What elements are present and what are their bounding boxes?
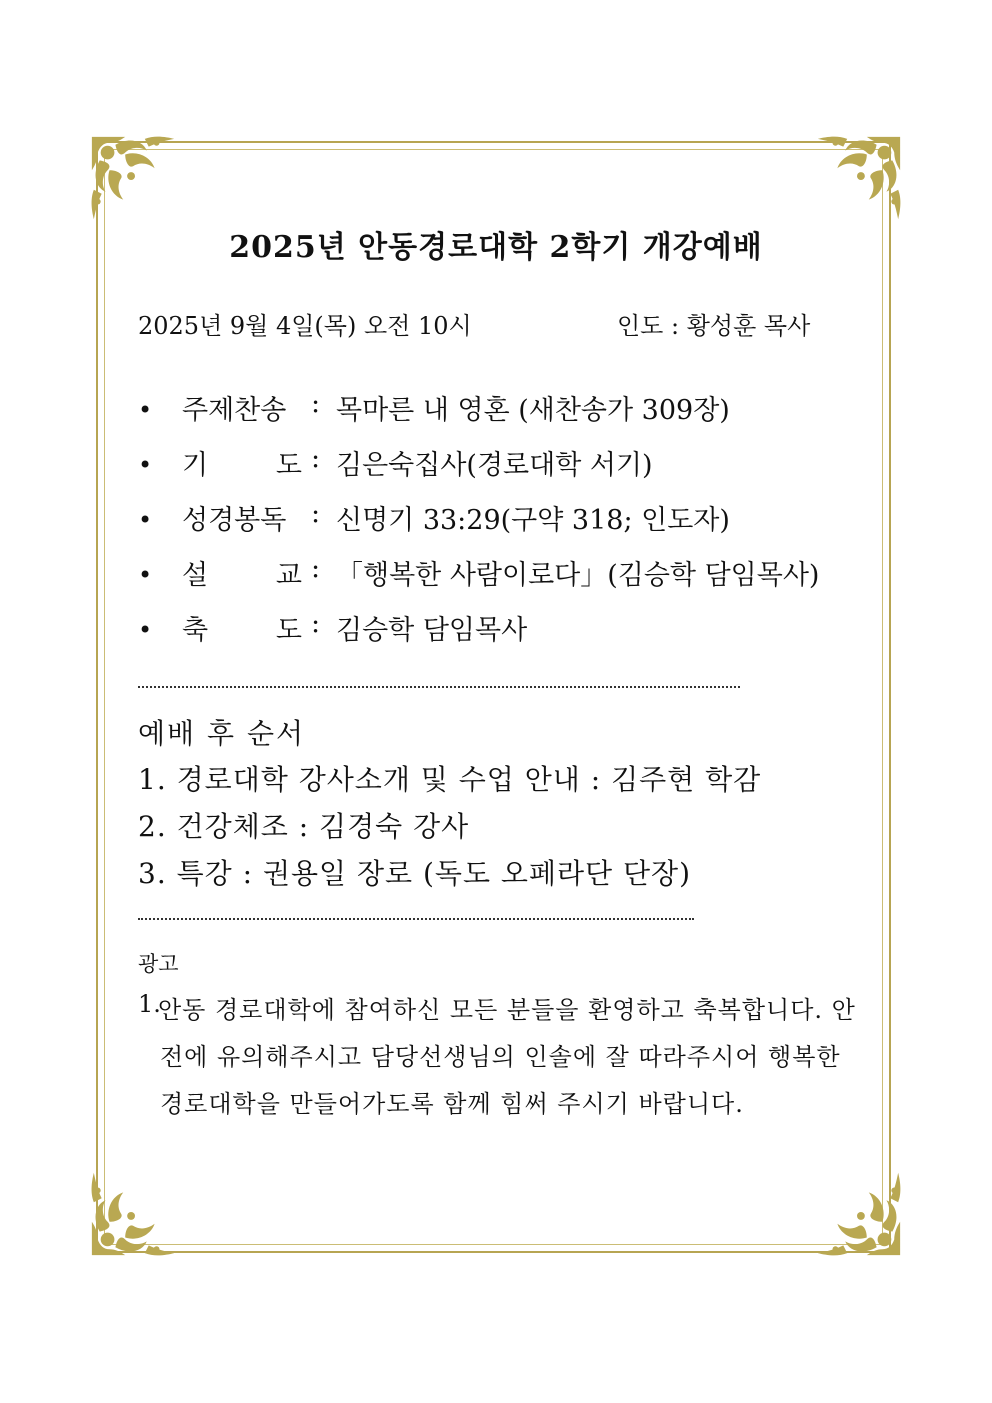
notice-text: 안동 경로대학에 참여하신 모든 분들을 환영하고 축복합니다. 안전에 유의해주시고 담당선생님의 인솔에 잘 따라주시어 행복한 경로대학을 만들어가도록 함께 힘써 주시기 바랍니다. — [158, 996, 856, 1118]
item-value: 김승학 담임목사 — [336, 615, 528, 646]
corner-ornament-icon — [808, 1163, 906, 1261]
after-service-title: 예배 후 순서 — [138, 717, 306, 750]
item-label — [182, 553, 302, 592]
item-colon: : — [311, 498, 321, 529]
bullet-icon: • — [138, 506, 153, 534]
item-value: 목마른 내 영혼 (새찬송가 309장) — [336, 395, 730, 426]
bullet-icon: • — [138, 616, 153, 644]
after-service-list — [138, 758, 761, 899]
item-label: 성경봉독 — [182, 505, 287, 536]
list-item: 1. 경로대학 강사소개 및 수업 안내 : 김주현 학감 — [138, 763, 762, 796]
item-colon: : — [311, 443, 321, 474]
item-label-char: 축 — [182, 615, 209, 646]
corner-ornament-icon — [86, 1163, 184, 1261]
bullet-icon: • — [138, 396, 153, 424]
dotted-divider — [138, 686, 740, 688]
item-label: 주제찬송 — [182, 395, 287, 426]
list-item: 2. 건강체조 : 김경숙 강사 — [138, 810, 470, 843]
item-colon: : — [311, 388, 321, 419]
item-label — [182, 608, 302, 647]
item-colon: : — [311, 553, 321, 584]
corner-ornament-icon — [808, 131, 906, 229]
item-colon: : — [311, 608, 321, 639]
dotted-divider — [138, 918, 694, 920]
notice-title: 광고 — [138, 952, 179, 976]
item-label-char: 설 — [182, 560, 209, 591]
item-value: 「행복한 사람이로다」(김승학 담임목사) — [336, 560, 820, 591]
bullet-icon: • — [138, 451, 153, 479]
item-label-char: 교 — [275, 560, 302, 591]
item-label-char: 도 — [275, 450, 302, 481]
item-value: 김은숙집사(경로대학 서기) — [336, 450, 653, 481]
item-label — [182, 443, 302, 482]
service-date: 2025년 9월 4일(목) 오전 10시 — [138, 312, 472, 340]
item-label-char: 기 — [182, 450, 209, 481]
notice-number: 1. — [138, 990, 161, 1018]
item-value: 신명기 33:29(구약 318; 인도자) — [336, 505, 730, 536]
item-label-char: 도 — [275, 615, 302, 646]
page-title: 2025년 안동경로대학 2학기 개강예배 — [229, 230, 763, 265]
service-leader: 인도 : 황성훈 목사 — [617, 312, 811, 340]
list-item: 3. 특강 : 권용일 장로 (독도 오페라단 단장) — [138, 857, 692, 890]
corner-ornament-icon — [86, 131, 184, 229]
bullet-icon: • — [138, 561, 153, 589]
